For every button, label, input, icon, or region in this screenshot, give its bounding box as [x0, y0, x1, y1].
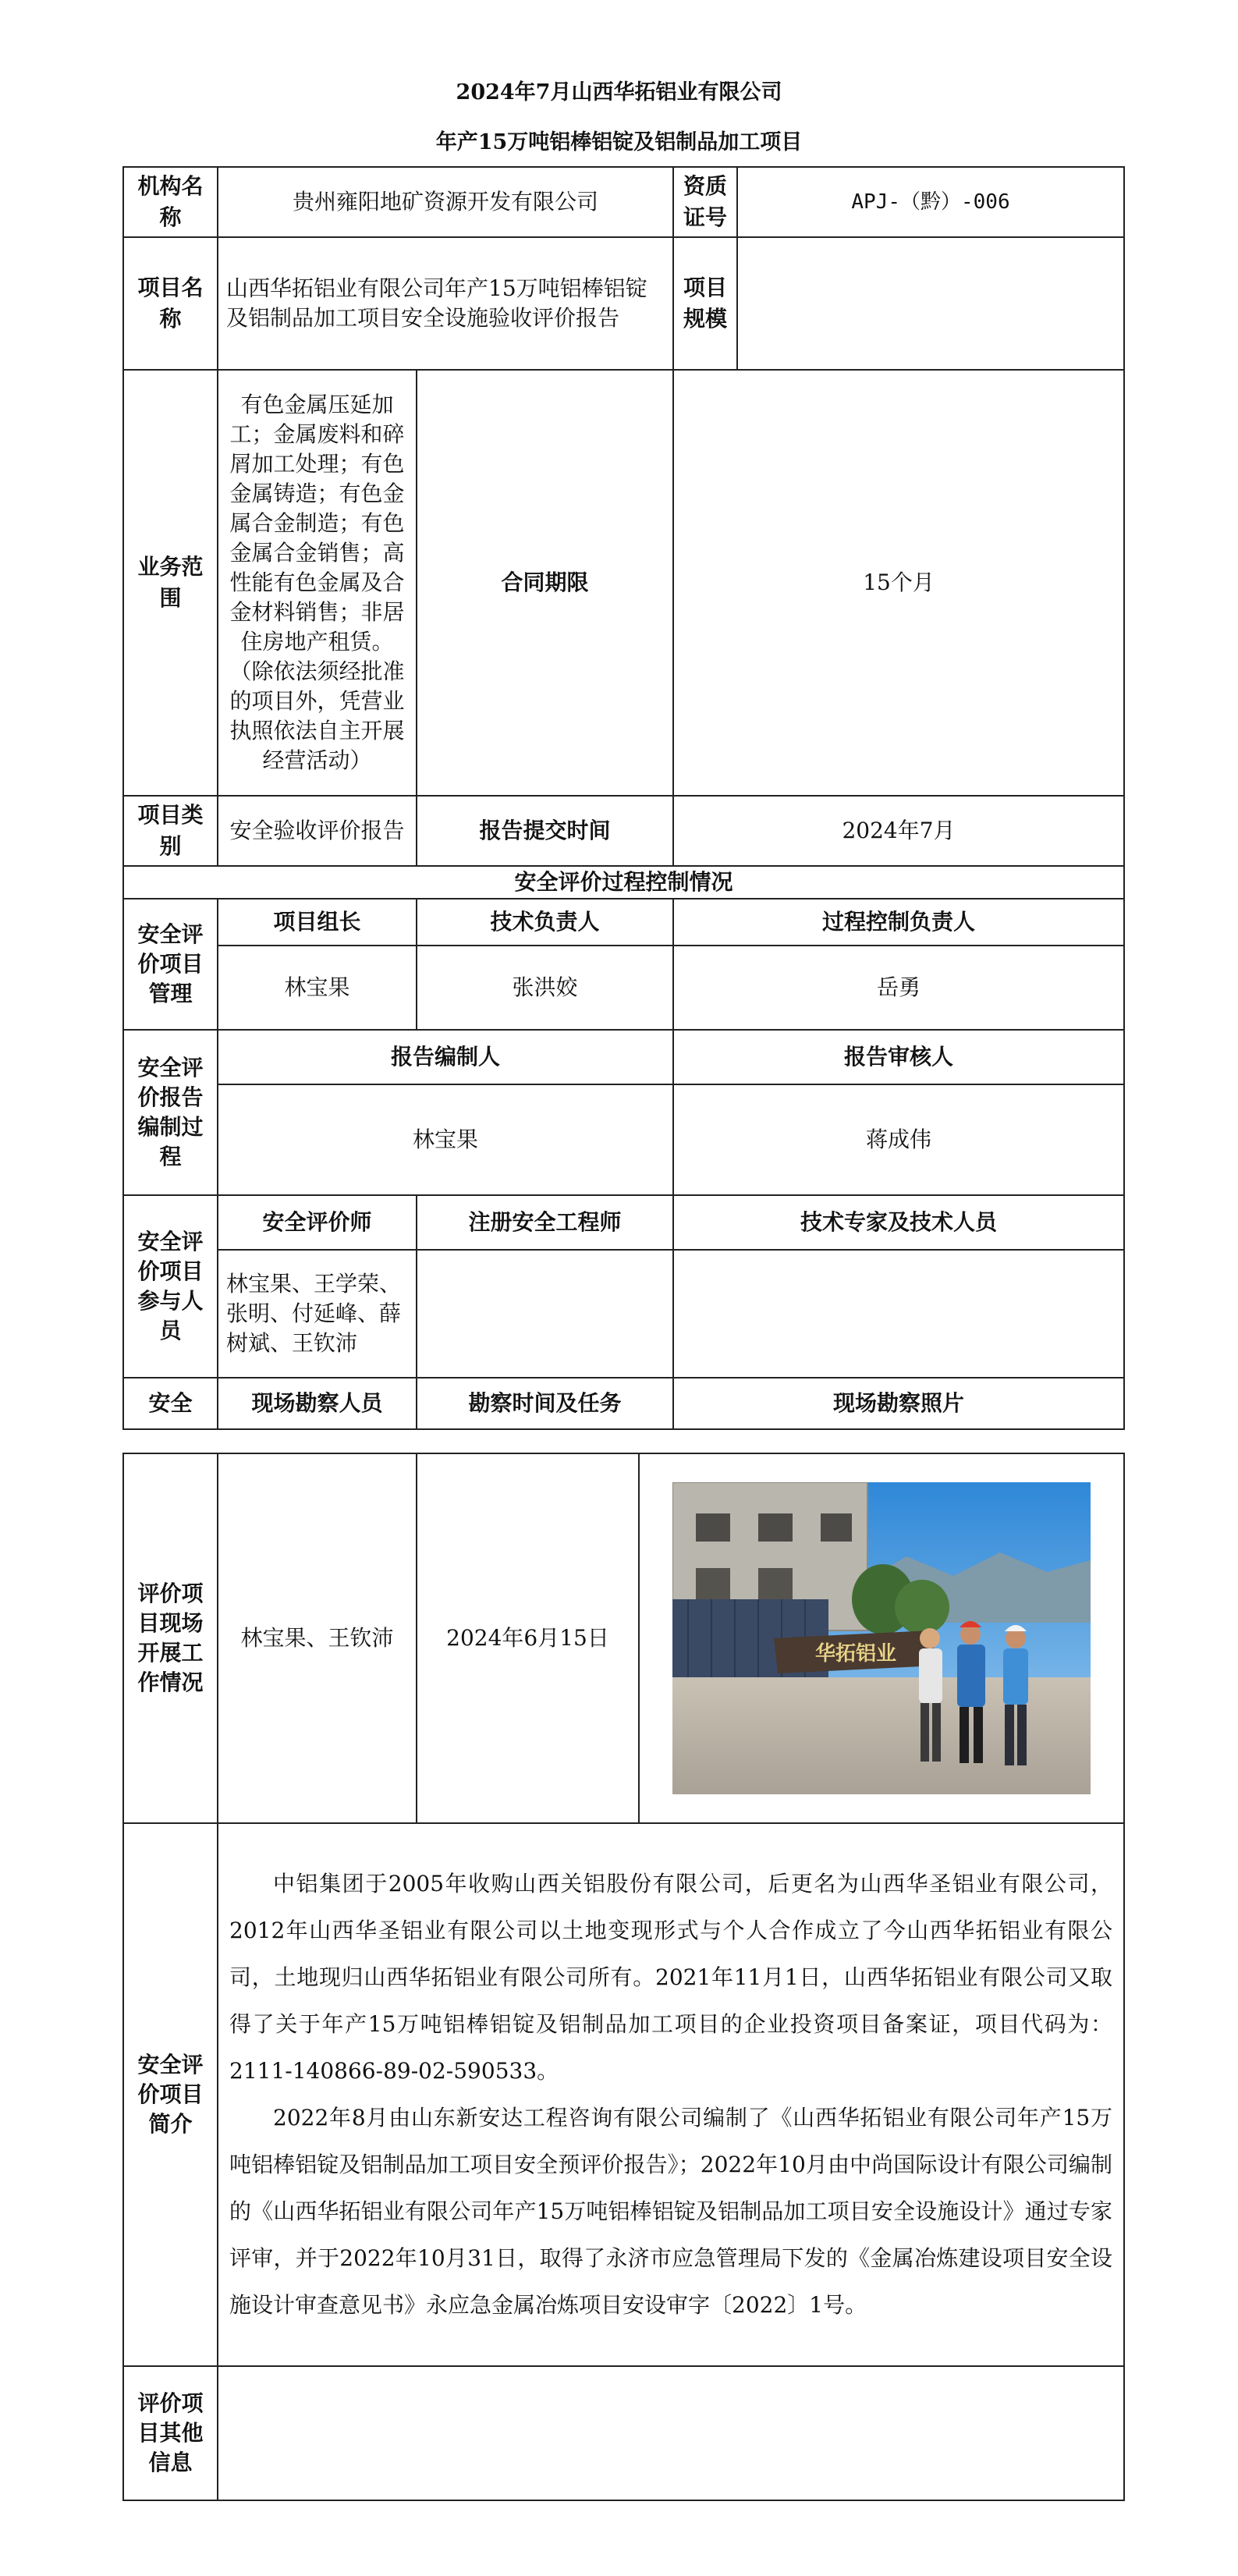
- cert-value: APJ-（黔）-006: [737, 167, 1124, 237]
- contract-label: 合同期限: [417, 370, 673, 796]
- engineers-value: [417, 1250, 673, 1378]
- evaluators-value: 林宝果、王学荣、张明、付延峰、薛树斌、王钦沛: [218, 1250, 417, 1378]
- compiler-label: 报告编制人: [218, 1030, 673, 1084]
- intro-label: 安全评价项目简介: [123, 1823, 218, 2366]
- compiler-value: 林宝果: [218, 1084, 673, 1195]
- evaluator-label: 安全评价师: [218, 1195, 417, 1250]
- experts-value: [673, 1250, 1124, 1378]
- project-label: 项目名称: [123, 237, 218, 370]
- cert-label: 资质证号: [673, 167, 737, 237]
- control-label: 过程控制负责人: [673, 899, 1124, 946]
- tech-label: 技术负责人: [417, 899, 673, 946]
- info-table: [122, 166, 1125, 1430]
- intro-paragraph-1: 中铝集团于2005年收购山西关铝股份有限公司，后更名为山西华圣铝业有限公司，2012年山西华圣铝业有限公司以土地变现形式与个人合作成立了今山西华拓铝业有限公司，土地现归山西华拓铝业有限公司所有。2021年11月1日，山西华拓铝业有限公司又取得了关于年产15万吨铝棒铝锭及铝制品加工项目的企业投资项目备案证，项目代码为：2111-140866-89-02-590533。: [229, 1871, 1112, 2084]
- intro-paragraph-2: 2022年8月由山东新安达工程咨询有限公司编制了《山西华拓铝业有限公司年产15万吨铝棒铝锭及铝制品加工项目安全预评价报告》；2022年10月由中尚国际设计有限公司编制的《山西华拓铝业有限公司年产15万吨铝棒铝锭及铝制品加工项目安全设施设计》通过专家评审，并于2022年10月31日，取得了永济市应急管理局下发的《金属冶炼建设项目安全设施设计审查意见书》永应急金属冶炼项目安设审字〔2022〕1号。: [229, 2105, 1112, 2318]
- intro-body: [218, 1823, 1124, 2366]
- survey-photo: [672, 1482, 1091, 1794]
- submit-value: 2024年7月: [673, 796, 1124, 866]
- survey-label-top: 安全: [123, 1378, 218, 1429]
- process-section-title: 安全评价过程控制情况: [123, 866, 1124, 899]
- tech-value: 张洪姣: [417, 946, 673, 1030]
- staff-label: 安全评价项目参与人员: [123, 1195, 218, 1378]
- scale-value: [737, 237, 1124, 370]
- svg-text:华拓铝业: 华拓铝业: [814, 1642, 897, 1666]
- other-label: 评价项目其他信息: [123, 2366, 218, 2500]
- survey-label: 评价项目现场开展工作情况: [123, 1453, 218, 1823]
- reviewer-label: 报告审核人: [673, 1030, 1124, 1084]
- reviewer-value: 蒋成伟: [673, 1084, 1124, 1195]
- scale-label: 项目规模: [673, 237, 737, 370]
- category-label: 项目类别: [123, 796, 218, 866]
- scope-value: 有色金属压延加工；金属废料和碎屑加工处理；有色金属铸造；有色金属合金制造；有色金属合金销售；高性能有色金属及合金材料销售；非居住房地产租赁。（除依法须经批准的项目外，凭营业执照依法自主开展经营活动）: [218, 370, 417, 796]
- report-label: 安全评价报告编制过程: [123, 1030, 218, 1195]
- survey-date: 2024年6月15日: [417, 1453, 639, 1823]
- control-value: 岳勇: [673, 946, 1124, 1030]
- expert-label: 技术专家及技术人员: [673, 1195, 1124, 1250]
- page-title: 2024年7月山西华拓铝业有限公司: [456, 80, 782, 105]
- surveyor-label: 现场勘察人员: [218, 1378, 417, 1429]
- photo-label: 现场勘察照片: [673, 1378, 1124, 1429]
- survey-photo-cell: [639, 1453, 1124, 1823]
- page-subtitle: 年产15万吨铝棒铝锭及铝制品加工项目: [435, 130, 803, 154]
- other-value: [218, 2366, 1124, 2500]
- submit-label: 报告提交时间: [417, 796, 673, 866]
- category-value: 安全验收评价报告: [218, 796, 417, 866]
- org-value: 贵州雍阳地矿资源开发有限公司: [218, 167, 673, 237]
- detail-table: [122, 1453, 1125, 2501]
- survey-time-label: 勘察时间及任务: [417, 1378, 673, 1429]
- mgmt-label: 安全评价项目管理: [123, 899, 218, 1030]
- scope-label: 业务范围: [123, 370, 218, 796]
- project-value: 山西华拓铝业有限公司年产15万吨铝棒铝锭及铝制品加工项目安全设施验收评价报告: [218, 237, 673, 370]
- org-label: 机构名称: [123, 167, 218, 237]
- leader-label: 项目组长: [218, 899, 417, 946]
- contract-value: 15个月: [673, 370, 1124, 796]
- survey-staff: 林宝果、王钦沛: [218, 1453, 417, 1823]
- engineer-label: 注册安全工程师: [417, 1195, 673, 1250]
- leader-value: 林宝果: [218, 946, 417, 1030]
